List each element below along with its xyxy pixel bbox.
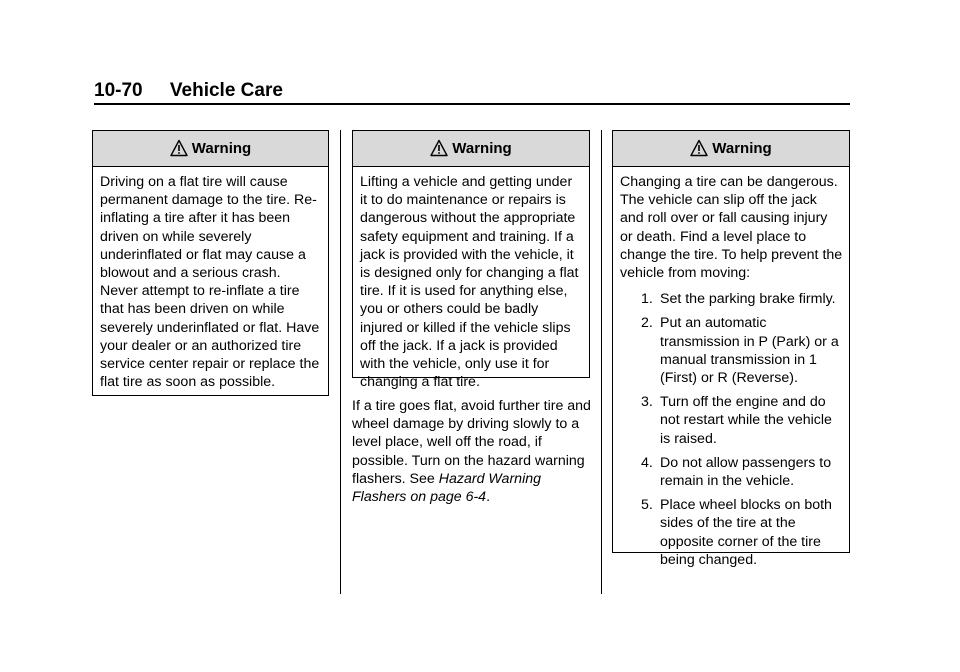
step-text: Turn off the engine and do not restart while the vehicle is raised. (660, 394, 832, 447)
section-title: Vehicle Care (169, 80, 283, 101)
warning-title: Warning (452, 140, 512, 157)
warning-body (353, 167, 589, 399)
step-number: 3. (641, 394, 653, 411)
page-number: 10-70 (94, 80, 143, 101)
warning-triangle-icon (690, 139, 708, 157)
column-divider (601, 130, 602, 594)
list-item (620, 314, 843, 387)
warning-title: Warning (191, 140, 252, 157)
warning-text: Changing a tire can be dangerous. The vehicle can slip off the jack and roll over or fall causing injury or death. Find a level place to change the tire. To help prevent the vehicle from moving: (620, 174, 843, 282)
step-text: Place wheel blocks on both sides of the tire at the opposite corner of the tire being changed. (660, 497, 832, 568)
page-header (94, 80, 283, 102)
warning-box-changing-tire (612, 130, 850, 568)
cross-reference-link[interactable]: Hazard Warning Flashers on page 6-4 (352, 470, 541, 506)
paragraph-end: . (486, 489, 491, 506)
warning-header (353, 131, 589, 167)
warning-triangle-icon (170, 139, 188, 157)
warning-header (93, 131, 328, 167)
flat-tire-paragraph (352, 397, 592, 506)
list-item (620, 496, 843, 569)
step-text: Set the parking brake firmly. (660, 291, 836, 308)
warning-title: Warning (712, 140, 772, 157)
step-text: Do not allow passengers to remain in the vehicle. (660, 454, 832, 490)
warning-body (93, 167, 328, 399)
warning-triangle-icon (430, 139, 448, 157)
step-number: 5. (641, 497, 653, 514)
header-rule (94, 103, 850, 105)
step-text: Put an automatic transmission in P (Park) or a manual transmission in 1 (First) or R (Reverse). (660, 315, 839, 387)
warning-box-flat-tire-damage (92, 130, 329, 396)
paragraph-text: If a tire goes flat, avoid further tire and wheel damage by driving slowly to a level place, well off the road, if possible. Turn on the hazard warning flashers. See (352, 398, 591, 487)
warning-text: Driving on a flat tire will cause permanent damage to the tire. Re-inflating a tire after it has been driven on while severely underinflated or flat may cause a blowout and a serious crash. Never attempt to re-inflate a tire that has been driven on while severely underinflated or flat. Have your dealer or an authorized tire service center repair or replace the flat tire as soon as possible. (100, 174, 320, 391)
step-number: 1. (641, 291, 653, 308)
list-item (620, 393, 843, 448)
warning-body (613, 167, 849, 583)
step-number: 2. (641, 315, 653, 332)
warning-text: Lifting a vehicle and getting under it to do maintenance or repairs is dangerous without the appropriate safety equipment and training. If a jack is provided with the vehicle, it is designed only for changing a flat tire. If it is used for anything else, you or others could be badly injured or killed if the vehicle slips off the jack. If a jack is provided with the vehicle, only use it for changing a flat tire. (360, 174, 579, 391)
list-item (620, 290, 843, 308)
warning-header (613, 131, 849, 167)
step-number: 4. (641, 454, 653, 471)
warning-box-jack-safety (352, 130, 590, 391)
safety-steps-list (620, 290, 843, 569)
column-divider (340, 130, 341, 594)
list-item (620, 454, 843, 490)
